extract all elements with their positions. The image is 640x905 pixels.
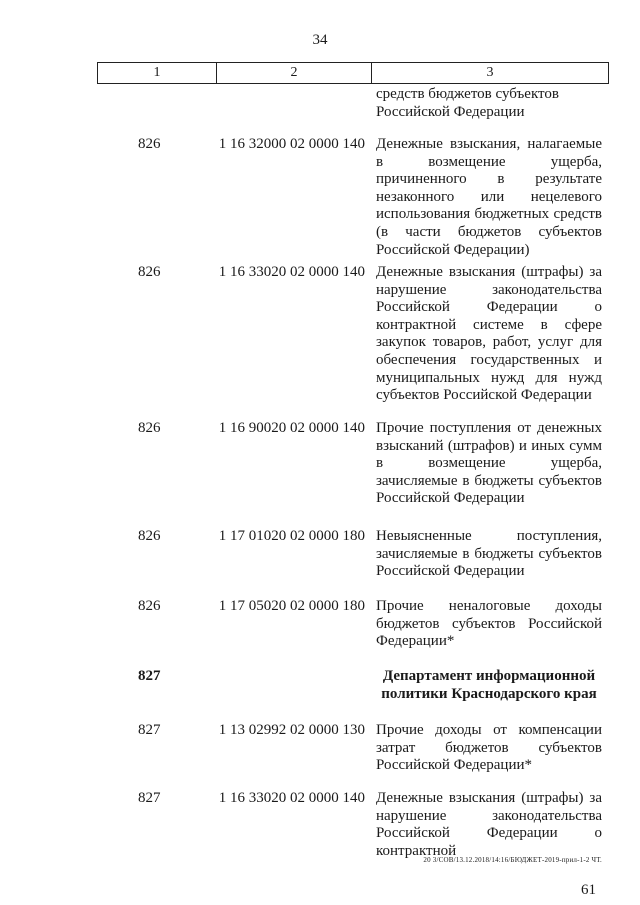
income-description: Денежные взыскания (штрафы) за нарушение законодательства Российской Федерации о контрактной системе в сфере закупок товаров, работ, услуг для обеспечения государственных и муниципальных нужд для нужд субъектов Российской Федерации — [376, 264, 602, 404]
budget-code: 1 13 02992 02 0000 130 — [218, 722, 365, 738]
continuation-text: средств бюджетов субъектов Российской Федерации — [376, 86, 559, 120]
budget-code: 1 16 32000 02 0000 140 — [218, 136, 365, 152]
income-description: Прочие поступления от денежных взысканий (штрафов) и иных сумм в возмещение ущерба, зачисляемые в бюджеты субъектов Российской Федерации — [376, 420, 602, 507]
admin-code: 827 — [138, 668, 161, 684]
column-header-1: 1 — [98, 63, 217, 83]
income-description: Денежные взыскания, налагаемые в возмещение ущерба, причиненного в результате незаконного или нецелевого использования бюджетных средств (в части бюджетов субъектов Российской Федерации) — [376, 136, 602, 258]
page-number: 34 — [312, 32, 328, 48]
table-header-row — [97, 62, 609, 84]
column-header-2: 2 — [217, 63, 372, 83]
admin-code: 826 — [138, 598, 161, 614]
budget-code: 1 16 33020 02 0000 140 — [218, 790, 365, 806]
income-description: Невыясненные поступления, зачисляемые в бюджеты субъектов Российской Федерации — [376, 528, 602, 580]
admin-code: 826 — [138, 264, 161, 280]
department-name: Департамент информационной политики Краснодарского края — [381, 668, 597, 702]
budget-code: 1 16 90020 02 0000 140 — [218, 420, 365, 436]
admin-code: 826 — [138, 420, 161, 436]
document-footer-stamp: 20 3/СОВ/13.12.2018/14:16/БЮДЖЕТ-2019-прил-1-2 ЧТ. — [423, 856, 602, 864]
income-description: Денежные взыскания (штрафы) за нарушение законодательства Российской Федерации о контрактной — [376, 790, 602, 859]
column-header-3: 3 — [486, 65, 494, 80]
admin-code: 826 — [138, 528, 161, 544]
admin-code: 826 — [138, 136, 161, 152]
budget-code: 1 16 33020 02 0000 140 — [218, 264, 365, 280]
budget-code: 1 17 05020 02 0000 180 — [218, 598, 365, 614]
income-description: Прочие доходы от компенсации затрат бюджетов субъектов Российской Федерации* — [376, 722, 602, 774]
admin-code: 827 — [138, 790, 161, 806]
admin-code: 827 — [138, 722, 161, 738]
budget-code: 1 17 01020 02 0000 180 — [218, 528, 365, 544]
income-description: Прочие неналоговые доходы бюджетов субъектов Российской Федерации* — [376, 598, 602, 650]
sheet-number: 61 — [581, 882, 596, 898]
